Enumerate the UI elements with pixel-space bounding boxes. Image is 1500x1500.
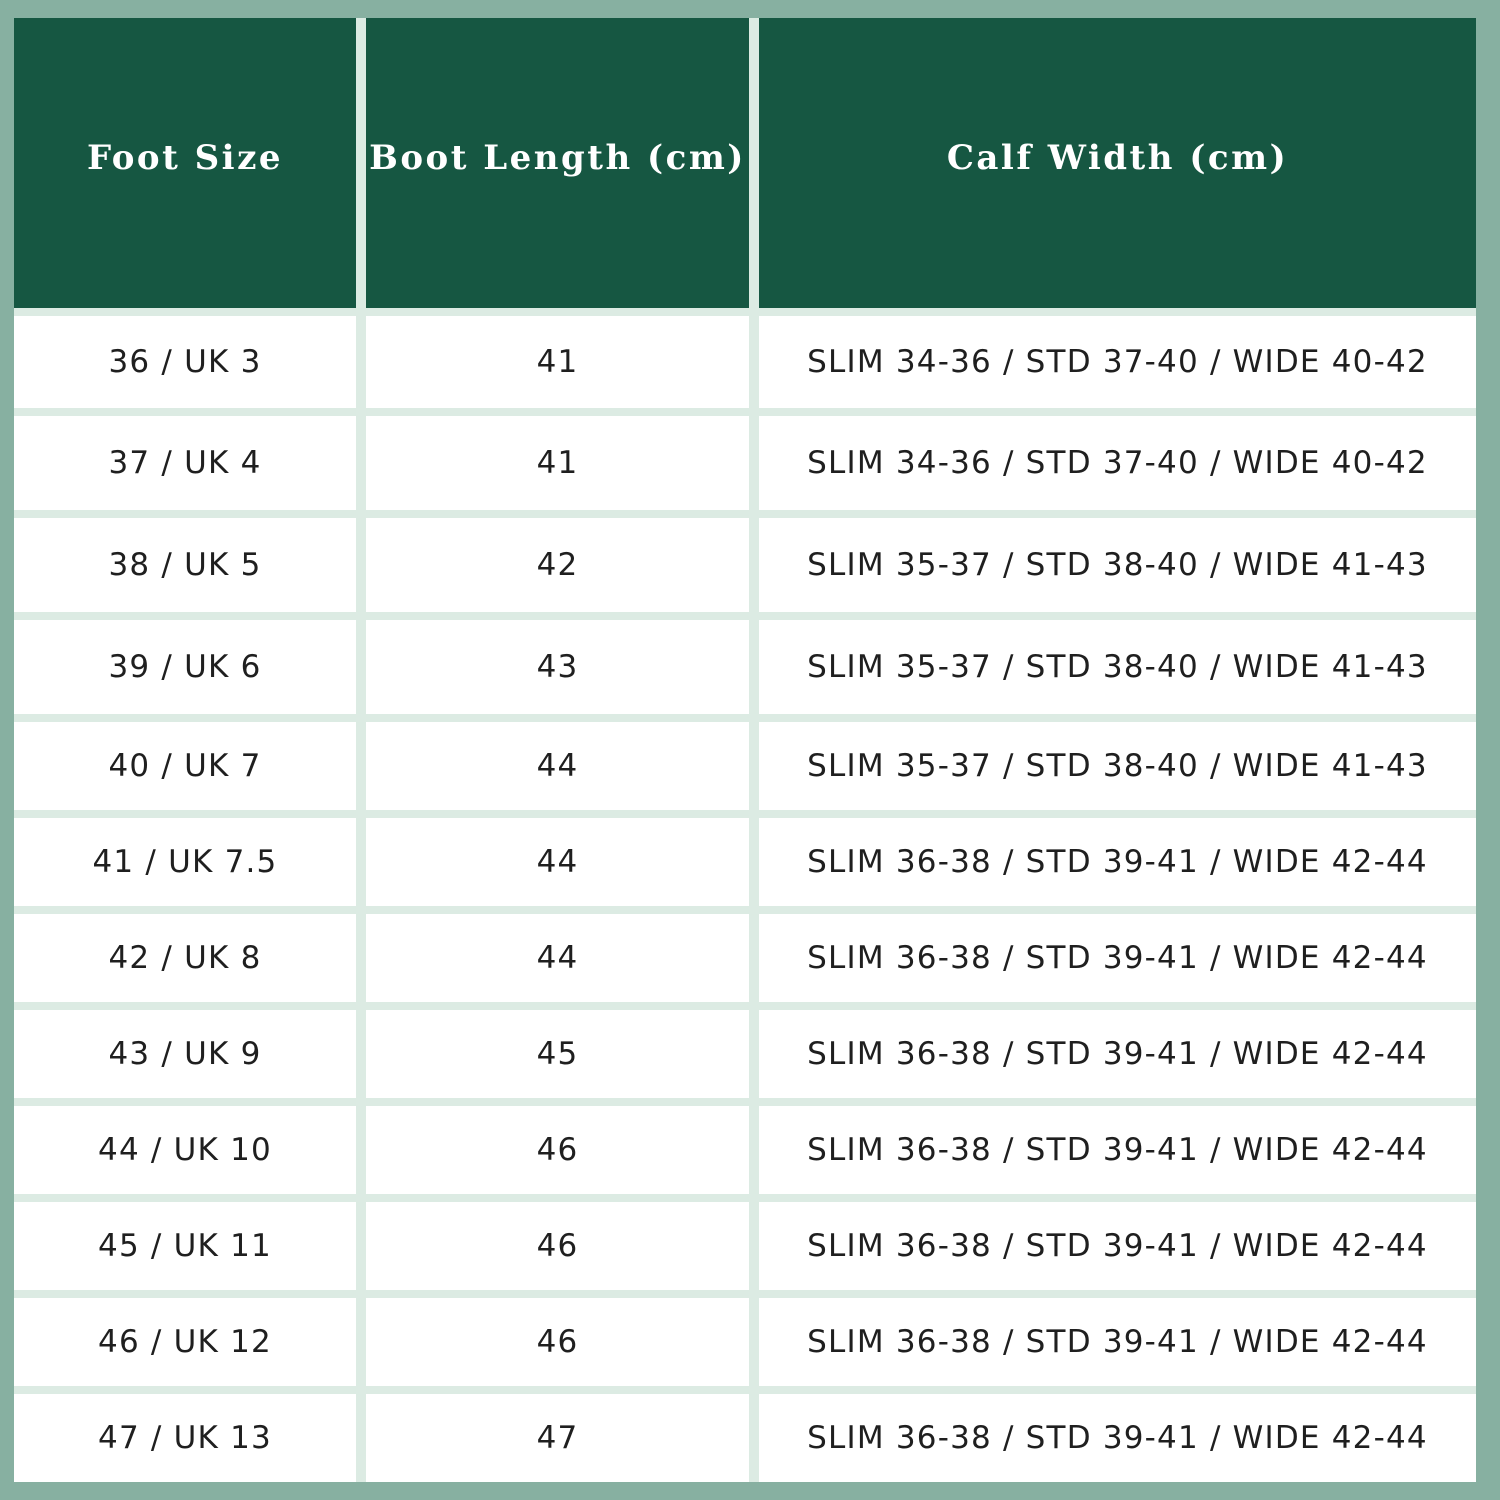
table-cell-boot-length: 46 (366, 1298, 749, 1386)
table-cell-calf-width: SLIM 36-38 / STD 39-41 / WIDE 42-44 (759, 1394, 1476, 1482)
size-chart-table (14, 18, 1476, 1482)
table-cell-foot-size: 45 / UK 11 (14, 1202, 356, 1290)
table-cell-calf-width: SLIM 36-38 / STD 39-41 / WIDE 42-44 (759, 818, 1476, 906)
table-cell-boot-length: 46 (366, 1106, 749, 1194)
table-cell-boot-length: 47 (366, 1394, 749, 1482)
table-cell-calf-width: SLIM 36-38 / STD 39-41 / WIDE 42-44 (759, 1106, 1476, 1194)
table-cell-foot-size: 40 / UK 7 (14, 722, 356, 810)
table-cell-calf-width: SLIM 35-37 / STD 38-40 / WIDE 41-43 (759, 620, 1476, 714)
table-cell-foot-size: 43 / UK 9 (14, 1010, 356, 1098)
table-cell-boot-length: 44 (366, 722, 749, 810)
header-foot-size: Foot Size (14, 18, 356, 308)
table-cell-boot-length: 44 (366, 818, 749, 906)
table-cell-foot-size: 46 / UK 12 (14, 1298, 356, 1386)
header-calf-width: Calf Width (cm) (759, 18, 1476, 308)
table-cell-calf-width: SLIM 36-38 / STD 39-41 / WIDE 42-44 (759, 1298, 1476, 1386)
table-cell-boot-length: 44 (366, 914, 749, 1002)
table-cell-boot-length: 46 (366, 1202, 749, 1290)
table-cell-foot-size: 42 / UK 8 (14, 914, 356, 1002)
table-cell-calf-width: SLIM 34-36 / STD 37-40 / WIDE 40-42 (759, 416, 1476, 510)
table-cell-foot-size: 37 / UK 4 (14, 416, 356, 510)
table-cell-boot-length: 42 (366, 518, 749, 612)
table-cell-boot-length: 41 (366, 316, 749, 408)
table-cell-foot-size: 36 / UK 3 (14, 316, 356, 408)
table-cell-boot-length: 45 (366, 1010, 749, 1098)
table-cell-foot-size: 41 / UK 7.5 (14, 818, 356, 906)
table-cell-foot-size: 38 / UK 5 (14, 518, 356, 612)
table-cell-calf-width: SLIM 36-38 / STD 39-41 / WIDE 42-44 (759, 1010, 1476, 1098)
table-cell-calf-width: SLIM 36-38 / STD 39-41 / WIDE 42-44 (759, 1202, 1476, 1290)
table-cell-foot-size: 39 / UK 6 (14, 620, 356, 714)
table-cell-boot-length: 43 (366, 620, 749, 714)
table-cell-foot-size: 47 / UK 13 (14, 1394, 356, 1482)
table-cell-calf-width: SLIM 35-37 / STD 38-40 / WIDE 41-43 (759, 518, 1476, 612)
table-cell-calf-width: SLIM 35-37 / STD 38-40 / WIDE 41-43 (759, 722, 1476, 810)
table-cell-foot-size: 44 / UK 10 (14, 1106, 356, 1194)
table-cell-calf-width: SLIM 34-36 / STD 37-40 / WIDE 40-42 (759, 316, 1476, 408)
header-boot-length: Boot Length (cm) (366, 18, 749, 308)
table-cell-calf-width: SLIM 36-38 / STD 39-41 / WIDE 42-44 (759, 914, 1476, 1002)
table-cell-boot-length: 41 (366, 416, 749, 510)
